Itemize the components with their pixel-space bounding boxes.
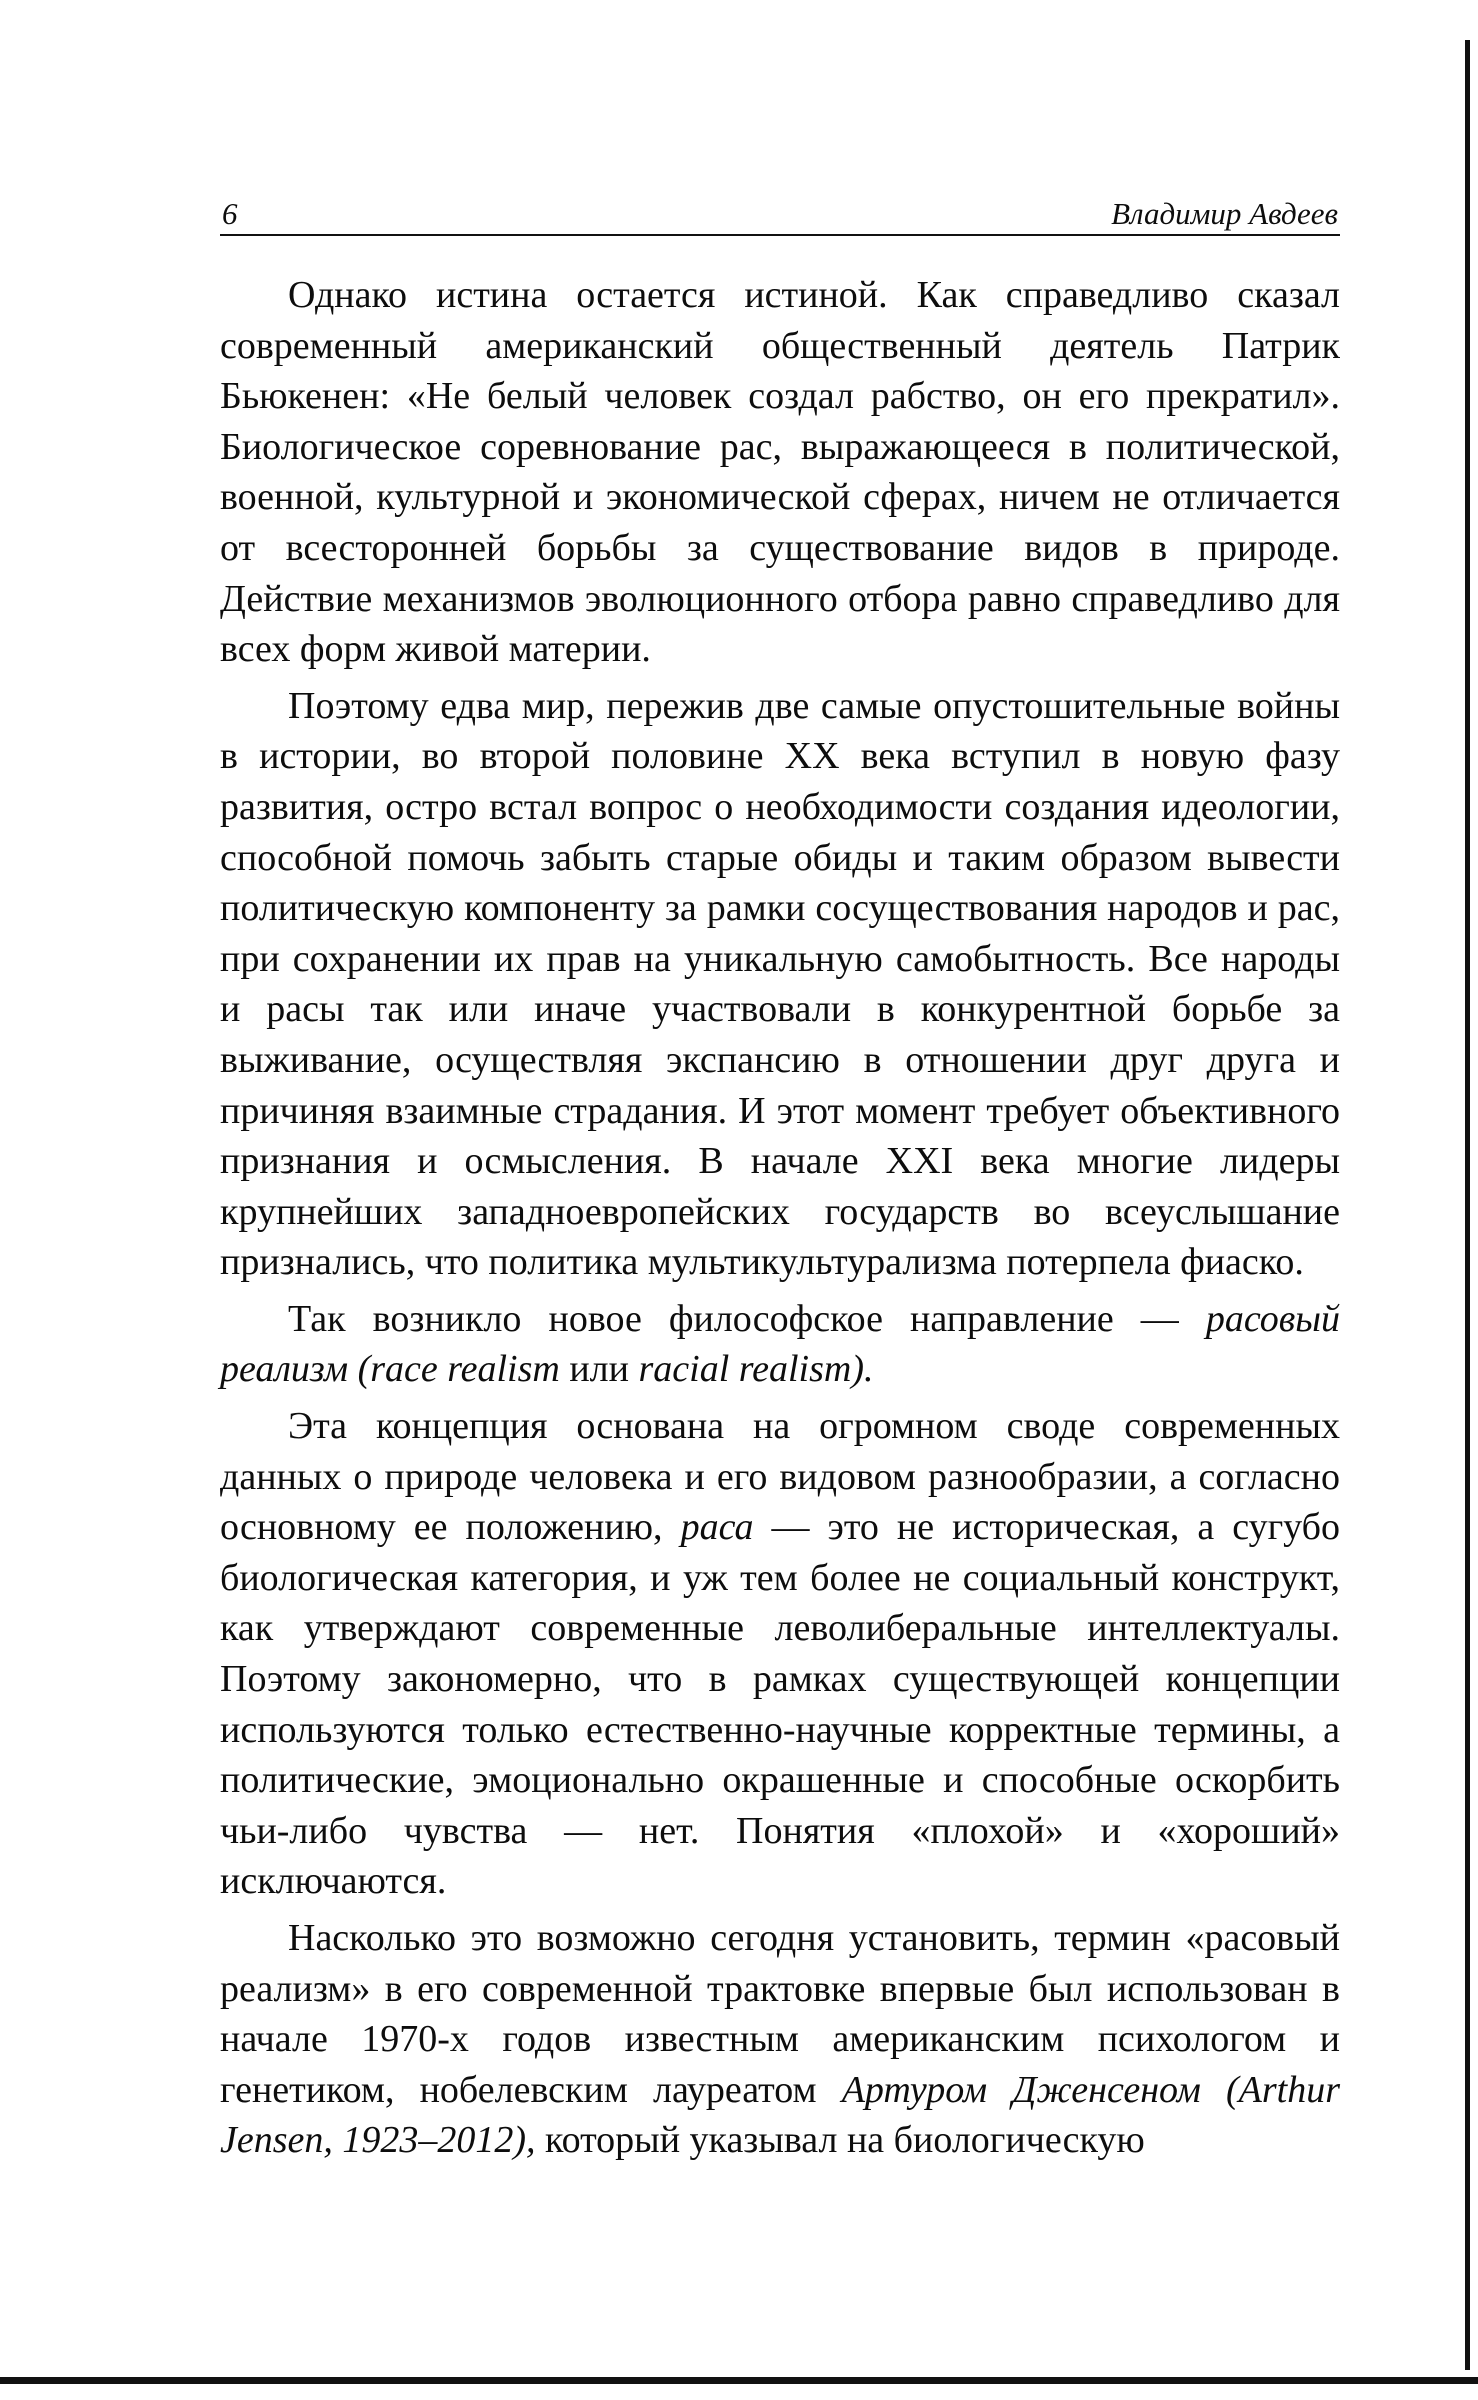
term-racial-realism: racial realism).: [638, 1348, 874, 1391]
term-race: раса: [680, 1506, 754, 1549]
page-header: [220, 196, 1340, 236]
page-number: 6: [222, 196, 238, 231]
paragraph-5-text-end: который указывал на биологическую: [535, 2119, 1145, 2162]
body-text: [220, 270, 1340, 2172]
name-arthur-jensen: Артуром Дженсеном (Arthur Jensen, 1923–2012),: [220, 2068, 1340, 2162]
running-head: Владимир Авдеев: [1111, 196, 1338, 231]
paragraph-5-text-start: Насколько это возможно сегодня установить, термин «расовый реализм» в его современной трактовке впервые был использован в начале 1970-х годов известным американским психологом и генетиком, нобелевским лауреатом: [220, 1917, 1340, 2111]
paragraph-3-text: Так возникло новое философское направление —: [288, 1297, 1206, 1340]
term-race-realism: расовый реализм (race realism: [220, 1297, 1340, 1391]
paragraph-4: [220, 1401, 1340, 1907]
page-edge-bottom: [0, 2377, 1478, 2384]
paragraph-2: Поэтому едва мир, пережив две самые опустошительные войны в истории, во второй половине XX века вступил в новую фазу развития, остро встал вопрос о необходимости создания идеологии, способной помочь забыть старые обиды и таким образом вывести политическую компоненту за рамки сосуществования народов и рас, при сохранении их прав на уникальную самобытность. Все народы и расы так или иначе участвовали в конкурентной борьбе за выживание, осуществляя экспансию в отношении друг друга и причиняя взаимные страдания. И этот момент требует объективного признания и осмысления. В начале XXI века многие лидеры крупнейших западноевропейских государств во всеуслышание признались, что политика мультикультурализма потерпела фиаско.: [220, 684, 1340, 1284]
paragraph-3-conj: или: [559, 1348, 639, 1391]
paragraph-4-text-end: — это не историческая, а сугубо биологическая категория, и уж тем более не социальный конструкт, как утверждают современные леволиберальные интеллектуалы. Поэтому закономерно, что в рамках существующей концепции используются только естественно-научные корректные термины, а политические, эмоционально окрашенные и способные оскорбить чьи-либо чувства — нет. Понятия «плохой» и «хороший» исключаются.: [220, 1506, 1341, 1903]
page-edge-right: [1465, 40, 1470, 2370]
paragraph-1: Однако истина остается истиной. Как справедливо сказал современный американский общественный деятель Патрик Бьюкенен: «Не белый человек создал рабство, он его прекратил». Биологическое соревнование рас, выражающееся в политической, военной, культурной и экономической сферах, ничем не отличается от всесторонней борьбы за существование видов в природе. Действие механизмов эволюционного отбора равно справедливо для всех форм живой материи.: [220, 274, 1340, 671]
paragraph-4-text-start: Эта концепция основана на огромном своде современных данных о природе человека и его видовом разнообразии, а согласно основному ее положению,: [220, 1405, 1340, 1549]
paragraph-3: [220, 1294, 1340, 1395]
paragraph-5: [220, 1913, 1340, 2166]
